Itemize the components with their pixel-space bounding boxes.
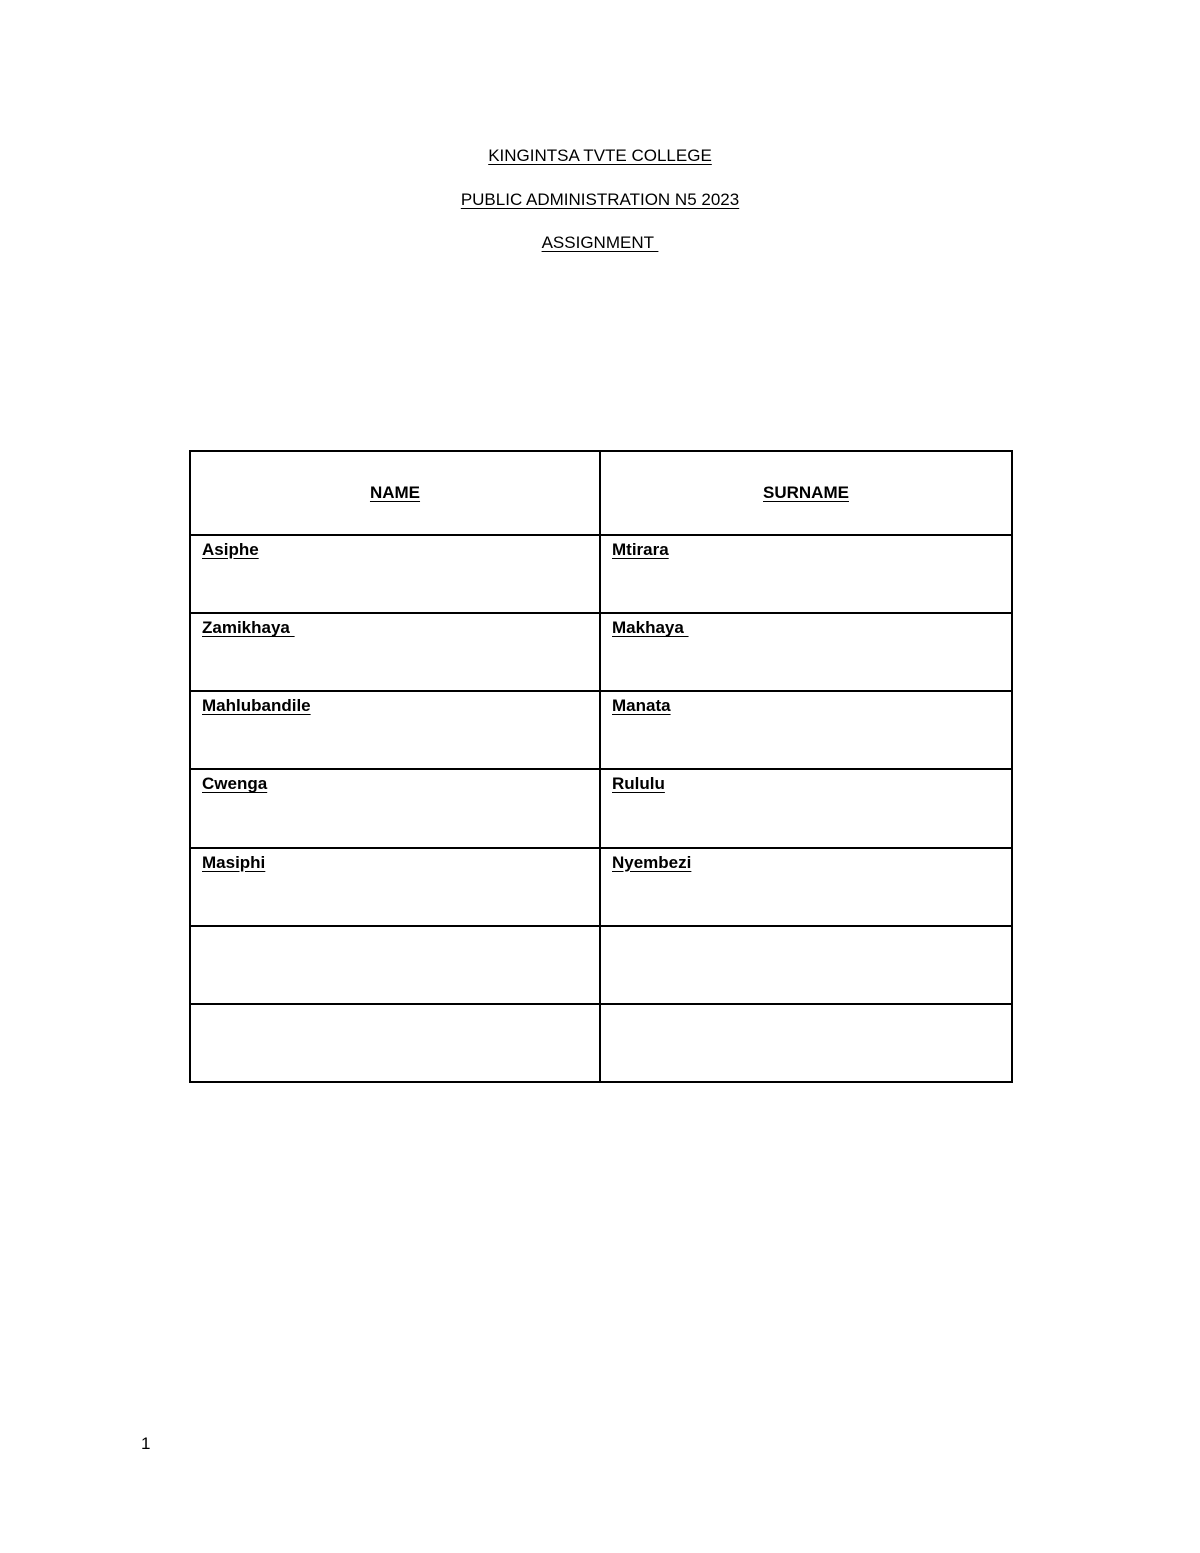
name-text bbox=[191, 927, 599, 931]
course-title: PUBLIC ADMINISTRATION N5 2023 bbox=[460, 190, 740, 209]
surname-text bbox=[601, 927, 1011, 931]
column-header-name: NAME bbox=[190, 451, 600, 535]
surname-text bbox=[601, 1005, 1011, 1009]
surname-text: Rululu bbox=[612, 774, 665, 794]
name-cell bbox=[190, 535, 600, 613]
surname-text: Makhaya bbox=[612, 618, 689, 638]
surname-cell bbox=[600, 926, 1012, 1004]
table-row bbox=[190, 1004, 1012, 1082]
table-row bbox=[190, 848, 1012, 926]
surname-cell bbox=[600, 848, 1012, 926]
surname-cell bbox=[600, 535, 1012, 613]
name-text bbox=[191, 1005, 599, 1009]
name-cell bbox=[190, 1004, 600, 1082]
name-text: Masiphi bbox=[202, 852, 266, 872]
surname-text: Manata bbox=[612, 696, 671, 716]
table-header-row bbox=[190, 451, 1012, 535]
surname-cell bbox=[600, 1004, 1012, 1082]
name-cell bbox=[190, 769, 600, 847]
name-cell bbox=[190, 926, 600, 1004]
surname-cell bbox=[600, 769, 1012, 847]
surname-text: Nyembezi bbox=[612, 852, 692, 872]
surname-cell bbox=[600, 691, 1012, 769]
college-title: KINGINTSA TVTE COLLEGE bbox=[488, 146, 712, 165]
table-row bbox=[190, 769, 1012, 847]
table-row bbox=[190, 691, 1012, 769]
name-text: Cwenga bbox=[202, 774, 268, 794]
surname-text: Mtirara bbox=[612, 540, 669, 559]
student-table bbox=[189, 450, 1013, 1083]
name-text: Asiphe bbox=[202, 540, 259, 559]
name-text: Mahlubandile bbox=[202, 696, 311, 716]
table-row bbox=[190, 613, 1012, 691]
surname-cell bbox=[600, 613, 1012, 691]
name-text: Zamikhaya bbox=[202, 618, 295, 638]
assignment-title: ASSIGNMENT bbox=[541, 233, 659, 252]
name-cell bbox=[190, 691, 600, 769]
name-cell bbox=[190, 848, 600, 926]
name-cell bbox=[190, 613, 600, 691]
column-header-surname: SURNAME bbox=[600, 451, 1012, 535]
page-number: 1 bbox=[141, 1434, 151, 1453]
table-row bbox=[190, 535, 1012, 613]
table-row bbox=[190, 926, 1012, 1004]
